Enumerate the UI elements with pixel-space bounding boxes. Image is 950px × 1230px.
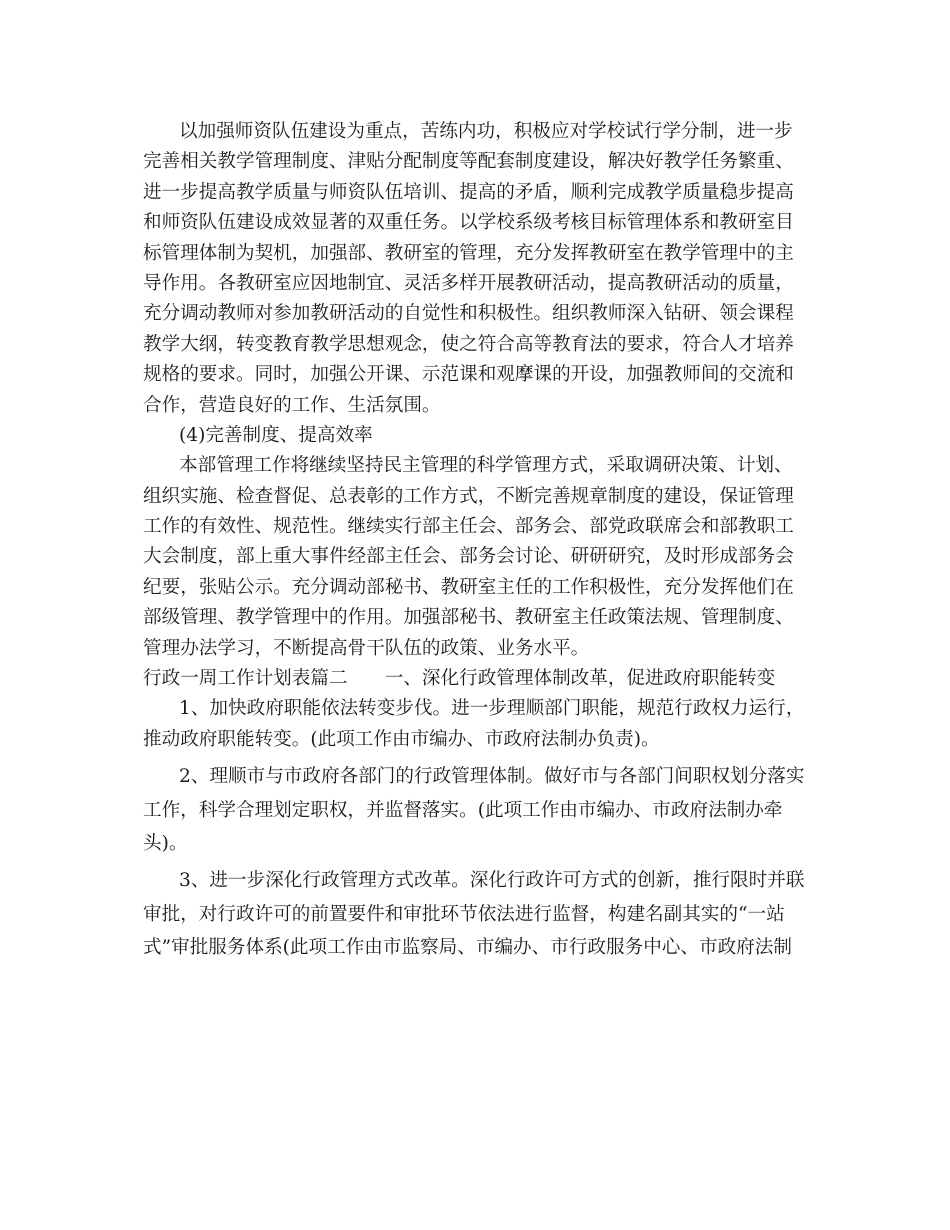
paragraph-line: 本部管理工作将继续坚持民主管理的科学管理方式，采取调研决策、计划、 — [179, 455, 793, 477]
paragraph-line: 1、加快政府职能依法转变步伐。进一步理顺部门职能，规范行政权力运行， — [179, 698, 805, 720]
paragraph-line: 工作的有效性、规范性。继续实行部主任会、部务会、部党政联席会和部教职工 — [143, 516, 794, 538]
paragraph-line: 大会制度，部上重大事件经部主任会、部务会讨论、研研研究，及时形成部务会 — [143, 546, 794, 568]
paragraph-line: 工作，科学合理划定职权，并监督落实。(此项工作由市编办、市政府法制办牵 — [143, 799, 783, 821]
paragraph-line: 完善相关教学管理制度、津贴分配制度等配套制度建设，解决好教学任务繁重、 — [143, 151, 794, 173]
paragraph-line: 充分调动教师对参加教研活动的自觉性和积极性。组织教师深入钻研、领会课程 — [143, 303, 794, 325]
paragraph-line: 部级管理、教学管理中的作用。加强部秘书、教研室主任政策法规、管理制度、 — [143, 607, 794, 629]
paragraph-line: 标管理体制为契机，加强部、教研室的管理，充分发挥教研室在教学管理中的主 — [143, 242, 794, 264]
paragraph-line: 3、进一步深化行政管理方式改革。深化行政许可方式的创新，推行限时并联 — [179, 870, 805, 892]
paragraph-line: 以加强师资队伍建设为重点，苦练内功，积极应对学校试行学分制，进一步 — [179, 121, 793, 142]
paragraph-line: 组织实施、检查督促、总表彰的工作方式，不断完善规章制度的建设，保证管理 — [143, 485, 794, 507]
article-title-line: 行政一周工作计划表篇二 一、深化行政管理体制改革，促进政府职能转变 — [143, 668, 776, 690]
paragraph-line: 规格的要求。同时，加强公开课、示范课和观摩课的开设，加强教师间的交流和 — [143, 364, 794, 386]
paragraph-line: 管理办法学习，不断提高骨干队伍的政策、业务水平。 — [143, 637, 590, 659]
paragraph-line: 导作用。各教研室应因地制宜、灵活多样开展教研活动，提高教研活动的质量， — [143, 272, 794, 294]
paragraph-line: 合作，营造良好的工作、生活氛围。 — [143, 394, 441, 416]
paragraph-line: 纪要，张贴公示。充分调动部秘书、教研室主任的工作积极性，充分发挥他们在 — [143, 576, 794, 598]
paragraph-line: 和师资队伍建设成效显著的双重任务。以学校系级考核目标管理体系和教研室目 — [143, 212, 794, 234]
paragraph-line: 头)。 — [143, 832, 188, 854]
paragraph-line: 进一步提高教学质量与师资队伍培训、提高的矛盾，顺利完成教学质量稳步提高 — [143, 181, 794, 203]
paragraph-line: 推动政府职能转变。(此项工作由市编办、市政府法制办负责)。 — [143, 728, 660, 750]
paragraph-line: 审批，对行政许可的前置要件和审批环节依法进行监督，构建名副其实的“一站 — [143, 903, 785, 925]
paragraph-line: 2、理顺市与市政府各部门的行政管理体制。做好市与各部门间职权划分落实 — [179, 766, 805, 788]
paragraph-line: 教学大纲，转变教育教学思想观念，使之符合高等教育法的要求，符合人才培养 — [143, 333, 794, 355]
document-body — [143, 117, 803, 964]
section-heading: (4)完善制度、提高效率 — [179, 424, 373, 446]
paragraph-line: 式”审批服务体系(此项工作由市监察局、市编办、市行政服务中心、市政府法制 — [143, 937, 792, 959]
